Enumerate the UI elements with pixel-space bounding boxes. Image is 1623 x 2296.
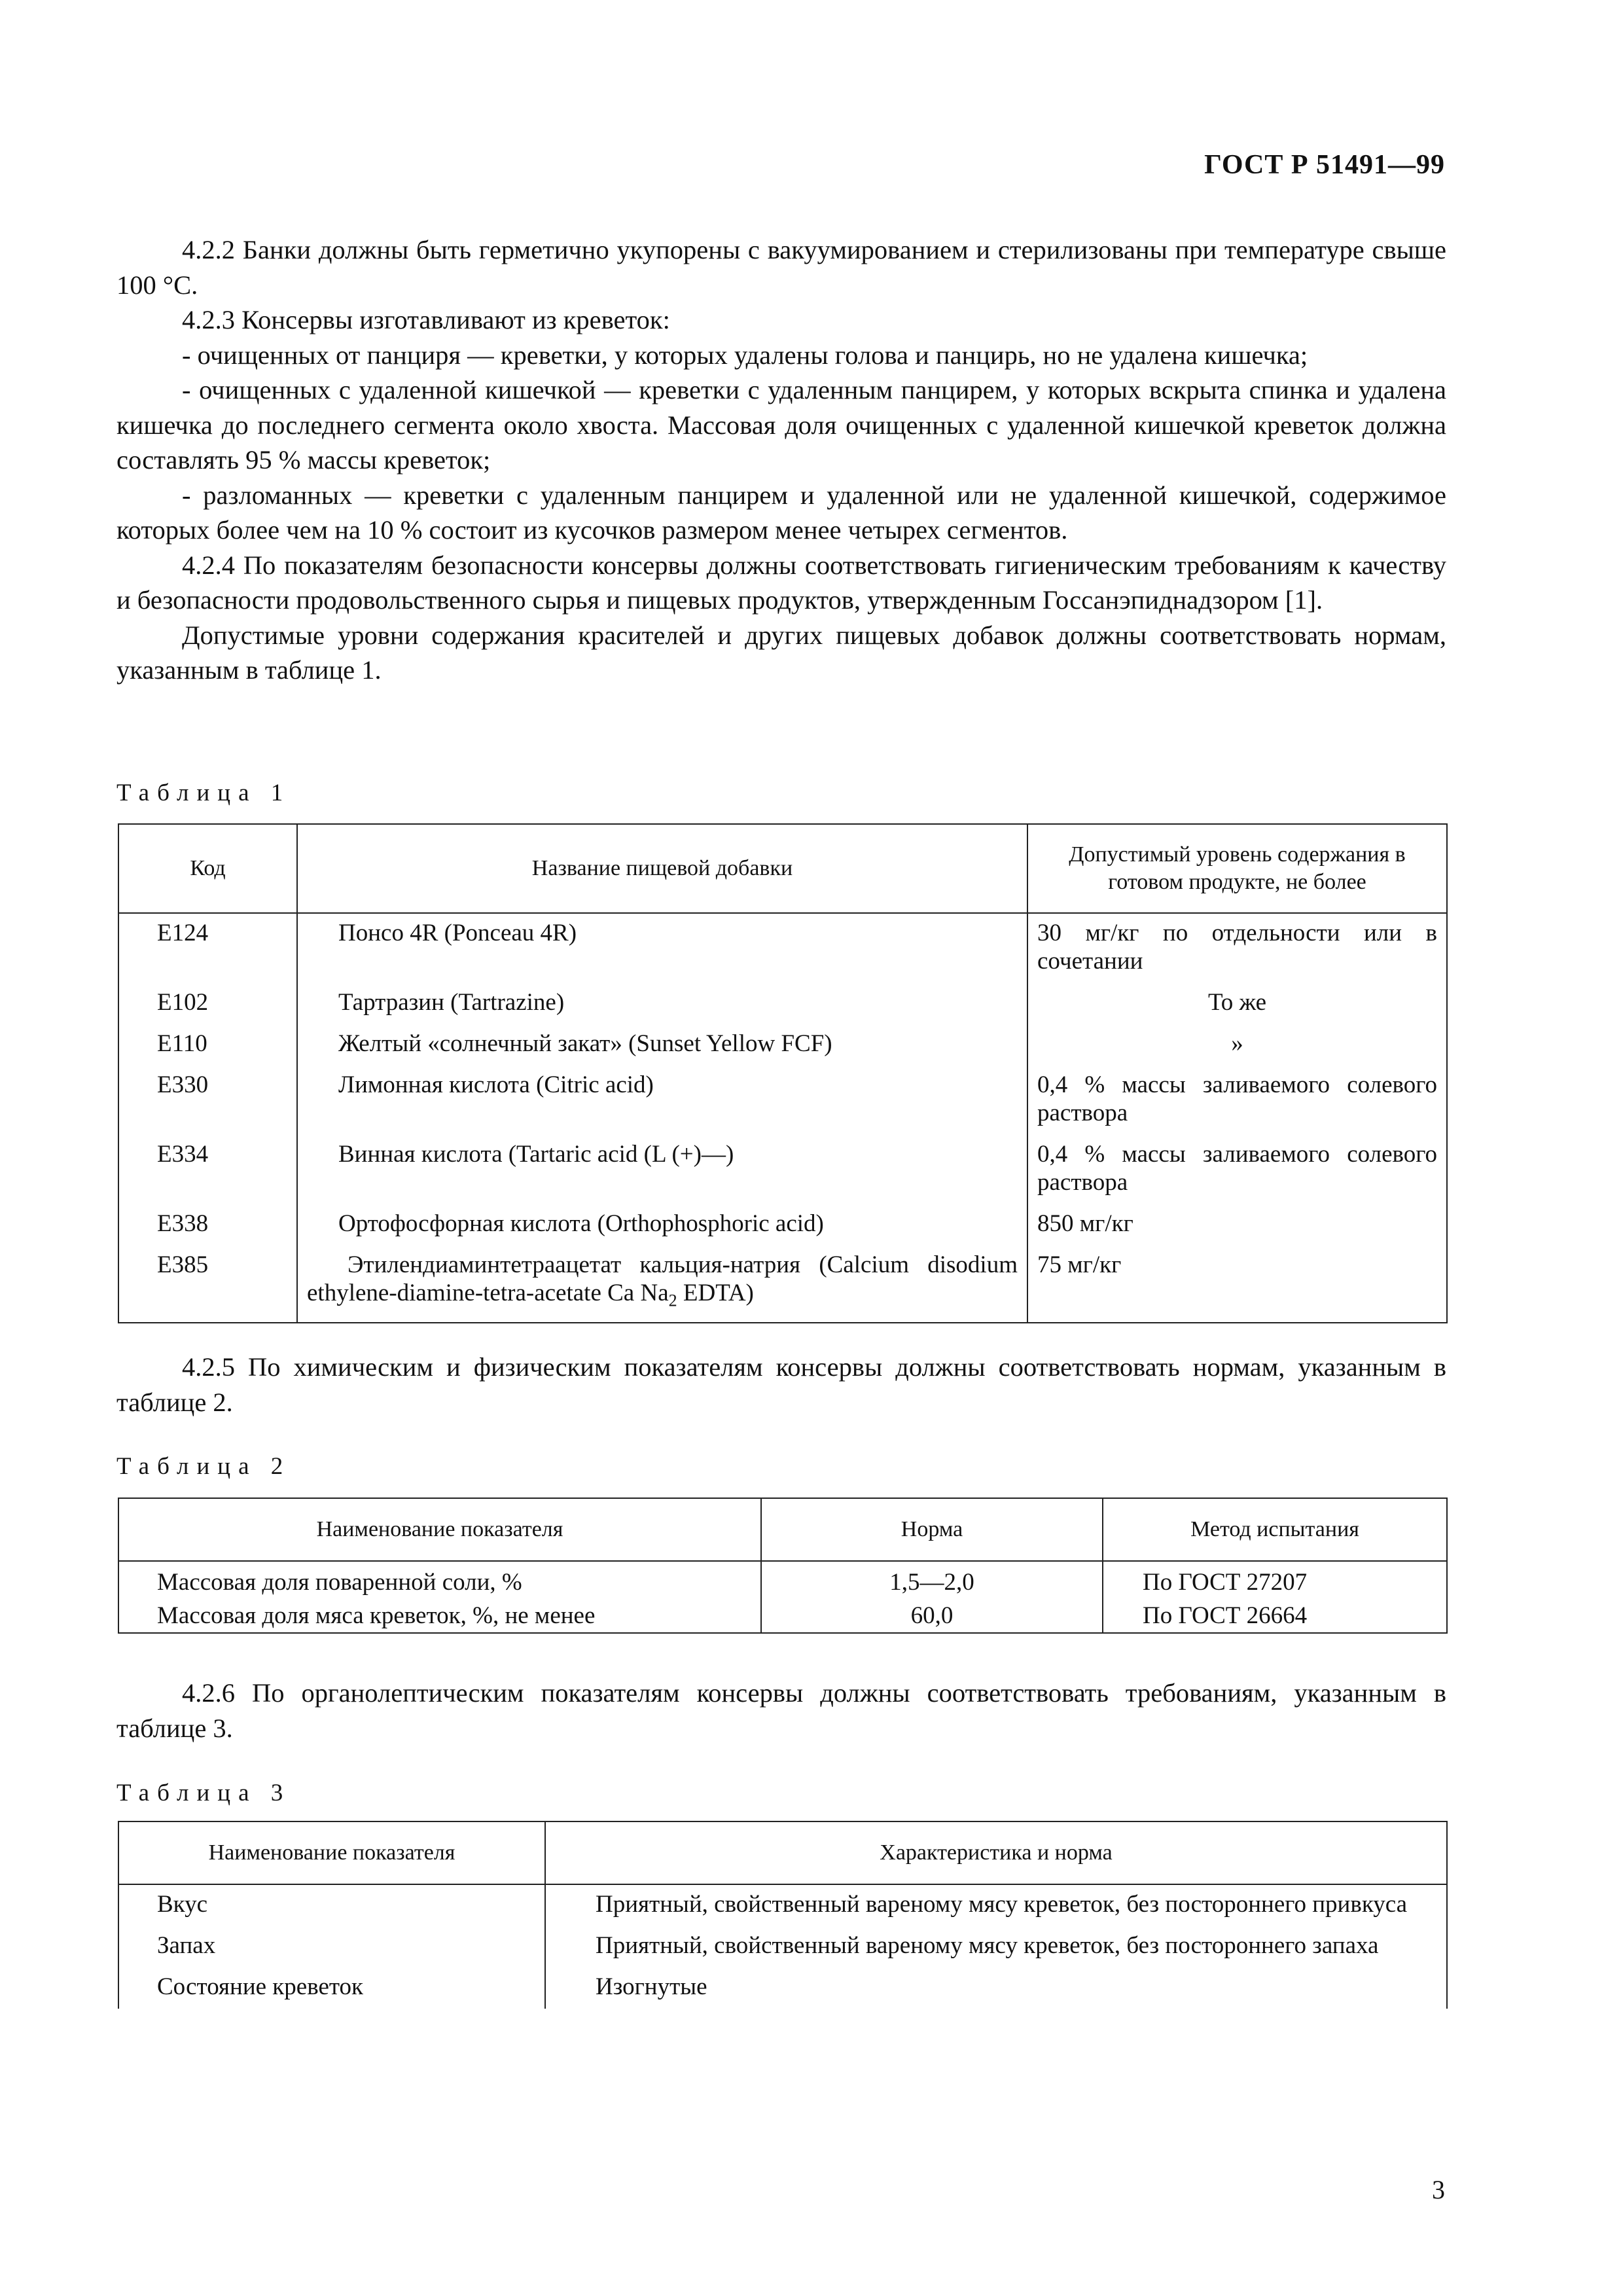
table-row [118,1599,1447,1633]
table-row [118,913,1447,983]
table1-header-row [118,824,1447,913]
table-row [118,983,1447,1024]
indicator-name: Вкус [118,1884,545,1926]
table-row [118,1204,1447,1246]
table2-header-row [118,1498,1447,1561]
test-method: По ГОСТ 26664 [1103,1599,1447,1633]
table-row [118,1024,1447,1066]
additive-level: 75 мг/кг [1027,1246,1447,1323]
table3-header-name: Наименование показателя [118,1821,545,1884]
additive-level: 0,4 % массы заливаемого солевого раствора [1027,1135,1447,1204]
additive-name: Тартразин (Tartrazine) [297,983,1027,1024]
paragraph-4-2-2: 4.2.2 Банки должны быть герметично укупорены с вакуумированием и стерилизованы при температуре свыше 100 °С. [116,235,1446,300]
table-row [118,1246,1447,1323]
additive-level: 30 мг/кг по отдельности или в сочетании [1027,913,1447,983]
table-row [118,1066,1447,1135]
indicator-name: Состояние креветок [118,1967,545,2009]
characteristic: Приятный, свойственный вареному мясу креветок, без постороннего запаха [545,1926,1447,1967]
additive-name [297,1246,1027,1323]
text-block-4-2-6 [116,1676,1446,1746]
table2-header-name: Наименование показателя [118,1498,761,1561]
indicator-norm: 1,5—2,0 [761,1561,1103,1599]
characteristic: Изогнутые [545,1967,1447,2009]
table-row [118,1135,1447,1204]
table3-header-char: Характеристика и норма [545,1821,1447,1884]
subscript-2: 2 [668,1291,677,1310]
table1-header-name: Название пищевой добавки [297,824,1027,913]
indicator-name: Запах [118,1926,545,1967]
additive-code: Е124 [118,913,297,983]
additive-code: Е385 [118,1246,297,1323]
additive-level: 850 мг/кг [1027,1204,1447,1246]
characteristic: Приятный, свойственный вареному мясу креветок, без постороннего привкуса [545,1884,1447,1926]
additive-code: Е338 [118,1204,297,1246]
additive-code: Е330 [118,1066,297,1135]
additive-level: » [1027,1024,1447,1066]
additive-level: 0,4 % массы заливаемого солевого раствора [1027,1066,1447,1135]
additive-name-text: Этилендиаминтетраацетат кальция-натрия (Calcium disodium ethylene-diamine-tetra-acetate Ca Na [307,1251,1018,1306]
text-block-4-2-5 [116,1350,1446,1420]
intro-text-block [116,232,1446,688]
table3 [118,1821,1448,2009]
test-method: По ГОСТ 27207 [1103,1561,1447,1599]
paragraph-4-2-5: 4.2.5 По химическим и физическим показателям консервы должны соответствовать нормам, указанным в таблице 2. [116,1352,1446,1417]
indicator-norm: 60,0 [761,1599,1103,1633]
table2-header-norm: Норма [761,1498,1103,1561]
additive-level: То же [1027,983,1447,1024]
table1 [118,823,1448,1323]
table2-header-method: Метод испытания [1103,1498,1447,1561]
page-number: 3 [1432,2175,1445,2204]
list-item-broken: - разломанных — креветки с удаленным панцирем и удаленной или не удаленной кишечкой, содержимое которых более чем на 10 % состоит из кусочков размером менее четырех сегментов. [116,480,1446,545]
table3-header-row [118,1821,1447,1884]
paragraph-4-2-4: 4.2.4 По показателям безопасности консервы должны соответствовать гигиеническим требованиям к качеству и безопасности продовольственного сырья и пищевых продуктов, утвержденным Госсанэпиднадзором [1]. [116,550,1446,615]
list-item-peeled: - очищенных от панциря — креветки, у которых удалены голова и панцирь, но не удалена кишечка; [182,340,1308,370]
indicator-name: Массовая доля мяса креветок, %, не менее [118,1599,761,1633]
additive-name-tail: EDTA) [677,1280,754,1306]
table-row [118,1967,1447,2009]
indicator-name: Массовая доля поваренной соли, % [118,1561,761,1599]
additive-code: Е110 [118,1024,297,1066]
additive-code: Е334 [118,1135,297,1204]
additive-name: Понсо 4R (Ponceau 4R) [297,913,1027,983]
additive-name: Винная кислота (Tartaric acid (L (+)—) [297,1135,1027,1204]
table2 [118,1498,1448,1634]
additive-name: Лимонная кислота (Citric acid) [297,1066,1027,1135]
table3-title: Таблица 3 [116,1780,291,1806]
table1-title: Таблица 1 [116,780,291,806]
list-item-deveined: - очищенных с удаленной кишечкой — креветки с удаленным панцирем, у которых вскрыта спинка и удалена кишечка до последнего сегмента около хвоста. Массовая доля очищенных с удаленной кишечкой креветок должна составлять 95 % массы креветок; [116,375,1446,475]
document-header: ГОСТ Р 51491—99 [1204,150,1445,180]
table-row [118,1926,1447,1967]
table1-header-code: Код [118,824,297,913]
paragraph-additives: Допустимые уровни содержания красителей и других пищевых добавок должны соответствовать нормам, указанным в таблице 1. [116,620,1446,685]
table2-title: Таблица 2 [116,1453,291,1480]
table-row [118,1561,1447,1599]
table-row [118,1884,1447,1926]
paragraph-4-2-3: 4.2.3 Консервы изготавливают из креветок: [182,305,670,334]
additive-name: Желтый «солнечный закат» (Sunset Yellow FCF) [297,1024,1027,1066]
additive-code: Е102 [118,983,297,1024]
paragraph-4-2-6: 4.2.6 По органолептическим показателям консервы должны соответствовать требованиям, указанным в таблице 3. [116,1678,1446,1743]
table1-header-level: Допустимый уровень содержания в готовом продукте, не более [1027,824,1447,913]
additive-name: Ортофосфорная кислота (Orthophosphoric acid) [297,1204,1027,1246]
